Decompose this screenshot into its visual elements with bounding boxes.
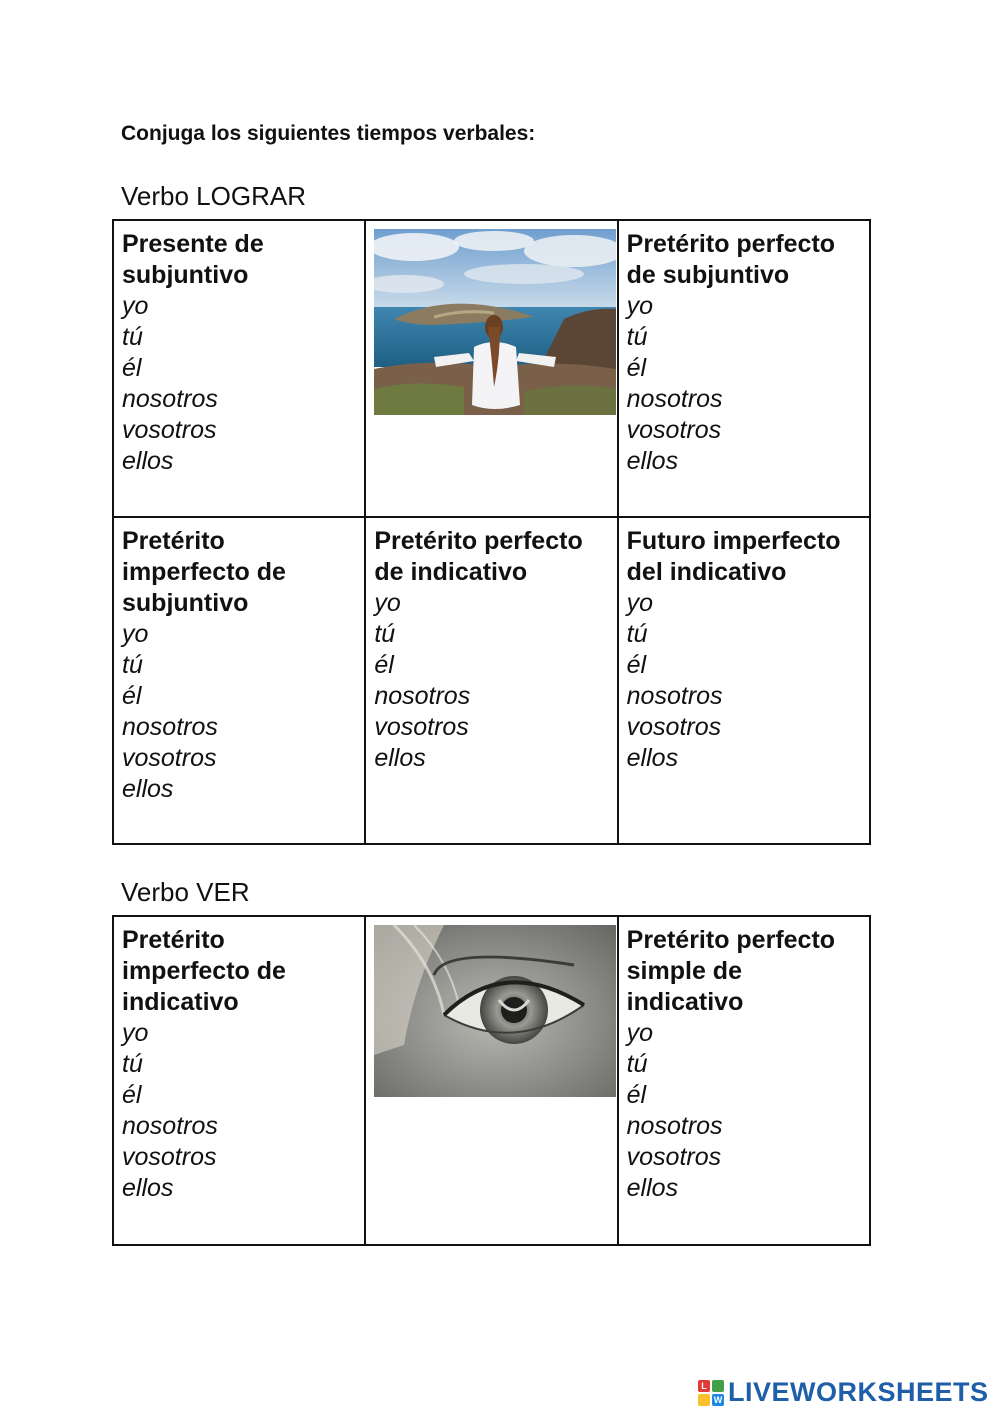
cell-futuro-imperfecto-indicativo: [618, 517, 870, 844]
cell-preterito-perfecto-subjuntivo: [618, 220, 870, 517]
pronoun-el: él: [626, 354, 647, 382]
pronoun-yo: yo: [626, 589, 654, 617]
pronoun-yo: yo: [122, 1019, 149, 1047]
pronoun-tu: tú: [626, 323, 648, 351]
pronoun-nosotros: nosotros: [626, 385, 723, 413]
pronoun-list: [374, 588, 608, 774]
verb-title-ver: Verbo VER: [121, 877, 250, 907]
cell-preterito-imperfecto-subjuntivo: [113, 517, 365, 844]
tense-heading: Pretérito perfecto simple de indicativo: [626, 926, 836, 1016]
conjugation-table-lograr: [112, 219, 871, 845]
pronoun-ellos: ellos: [626, 744, 679, 772]
cell-photo-eye: [365, 916, 617, 1245]
pronoun-ellos: ellos: [122, 775, 174, 803]
pronoun-list: [122, 1018, 356, 1204]
pronoun-vosotros: vosotros: [626, 1143, 722, 1171]
pronoun-nosotros: nosotros: [626, 682, 723, 710]
pronoun-vosotros: vosotros: [626, 416, 722, 444]
liveworksheets-logo-icon: L W: [698, 1380, 724, 1406]
pronoun-tu: tú: [122, 651, 143, 679]
pronoun-el: él: [122, 1081, 142, 1109]
pronoun-list: [122, 291, 356, 477]
pronoun-nosotros: nosotros: [122, 385, 218, 413]
pronoun-list: [627, 588, 861, 774]
pronoun-yo: yo: [626, 1019, 654, 1047]
cell-preterito-perfecto-simple-indicativo: [618, 916, 870, 1245]
pronoun-ellos: ellos: [122, 447, 174, 475]
tense-heading: Pretérito imperfecto de indicativo: [122, 926, 286, 1016]
conjugation-table-ver: [112, 915, 871, 1246]
pronoun-el: él: [122, 682, 142, 710]
cell-preterito-perfecto-indicativo: [365, 517, 617, 844]
verb-title-lograr: Verbo LOGRAR: [121, 181, 306, 211]
pronoun-yo: yo: [122, 620, 149, 648]
pronoun-ellos: ellos: [374, 744, 426, 772]
pronoun-list: [122, 619, 356, 805]
pronoun-ellos: ellos: [626, 1174, 679, 1202]
pronoun-tu: tú: [122, 323, 143, 351]
pronoun-el: él: [374, 651, 394, 679]
cell-photo-cliff: [365, 220, 617, 517]
tense-heading: Pretérito perfecto de subjuntivo: [626, 230, 836, 289]
pronoun-nosotros: nosotros: [626, 1112, 723, 1140]
pronoun-vosotros: vosotros: [122, 1143, 217, 1171]
tense-heading: Presente de subjuntivo: [122, 230, 264, 289]
photo-eye-closeup: [374, 925, 616, 1097]
watermark-text: LIVEWORKSHEETS: [728, 1377, 989, 1407]
pronoun-nosotros: nosotros: [122, 1112, 218, 1140]
pronoun-yo: yo: [374, 589, 401, 617]
pronoun-vosotros: vosotros: [374, 713, 469, 741]
pronoun-yo: yo: [122, 292, 149, 320]
pronoun-list: [627, 1018, 861, 1204]
pronoun-vosotros: vosotros: [626, 713, 722, 741]
pronoun-yo: yo: [626, 292, 654, 320]
pronoun-ellos: ellos: [626, 447, 679, 475]
pronoun-nosotros: nosotros: [374, 682, 471, 710]
tense-heading: Futuro imperfecto del indicativo: [626, 527, 841, 586]
pronoun-el: él: [122, 354, 142, 382]
pronoun-nosotros: nosotros: [122, 713, 218, 741]
pronoun-el: él: [626, 651, 647, 679]
pronoun-tu: tú: [626, 620, 648, 648]
instruction-text: Conjuga los siguientes tiempos verbales:: [121, 122, 536, 145]
photo-woman-on-cliff: [374, 229, 616, 415]
liveworksheets-watermark: [698, 1377, 989, 1408]
tense-heading: Pretérito imperfecto de subjuntivo: [122, 527, 286, 617]
tense-heading: Pretérito perfecto de indicativo: [374, 527, 583, 586]
pronoun-list: [627, 291, 861, 477]
pronoun-vosotros: vosotros: [122, 744, 217, 772]
pronoun-tu: tú: [374, 620, 396, 648]
pronoun-ellos: ellos: [122, 1174, 174, 1202]
pronoun-tu: tú: [122, 1050, 143, 1078]
pronoun-tu: tú: [626, 1050, 648, 1078]
pronoun-el: él: [626, 1081, 647, 1109]
cell-preterito-imperfecto-indicativo: [113, 916, 365, 1245]
pronoun-vosotros: vosotros: [122, 416, 217, 444]
cell-presente-subjuntivo: [113, 220, 365, 517]
